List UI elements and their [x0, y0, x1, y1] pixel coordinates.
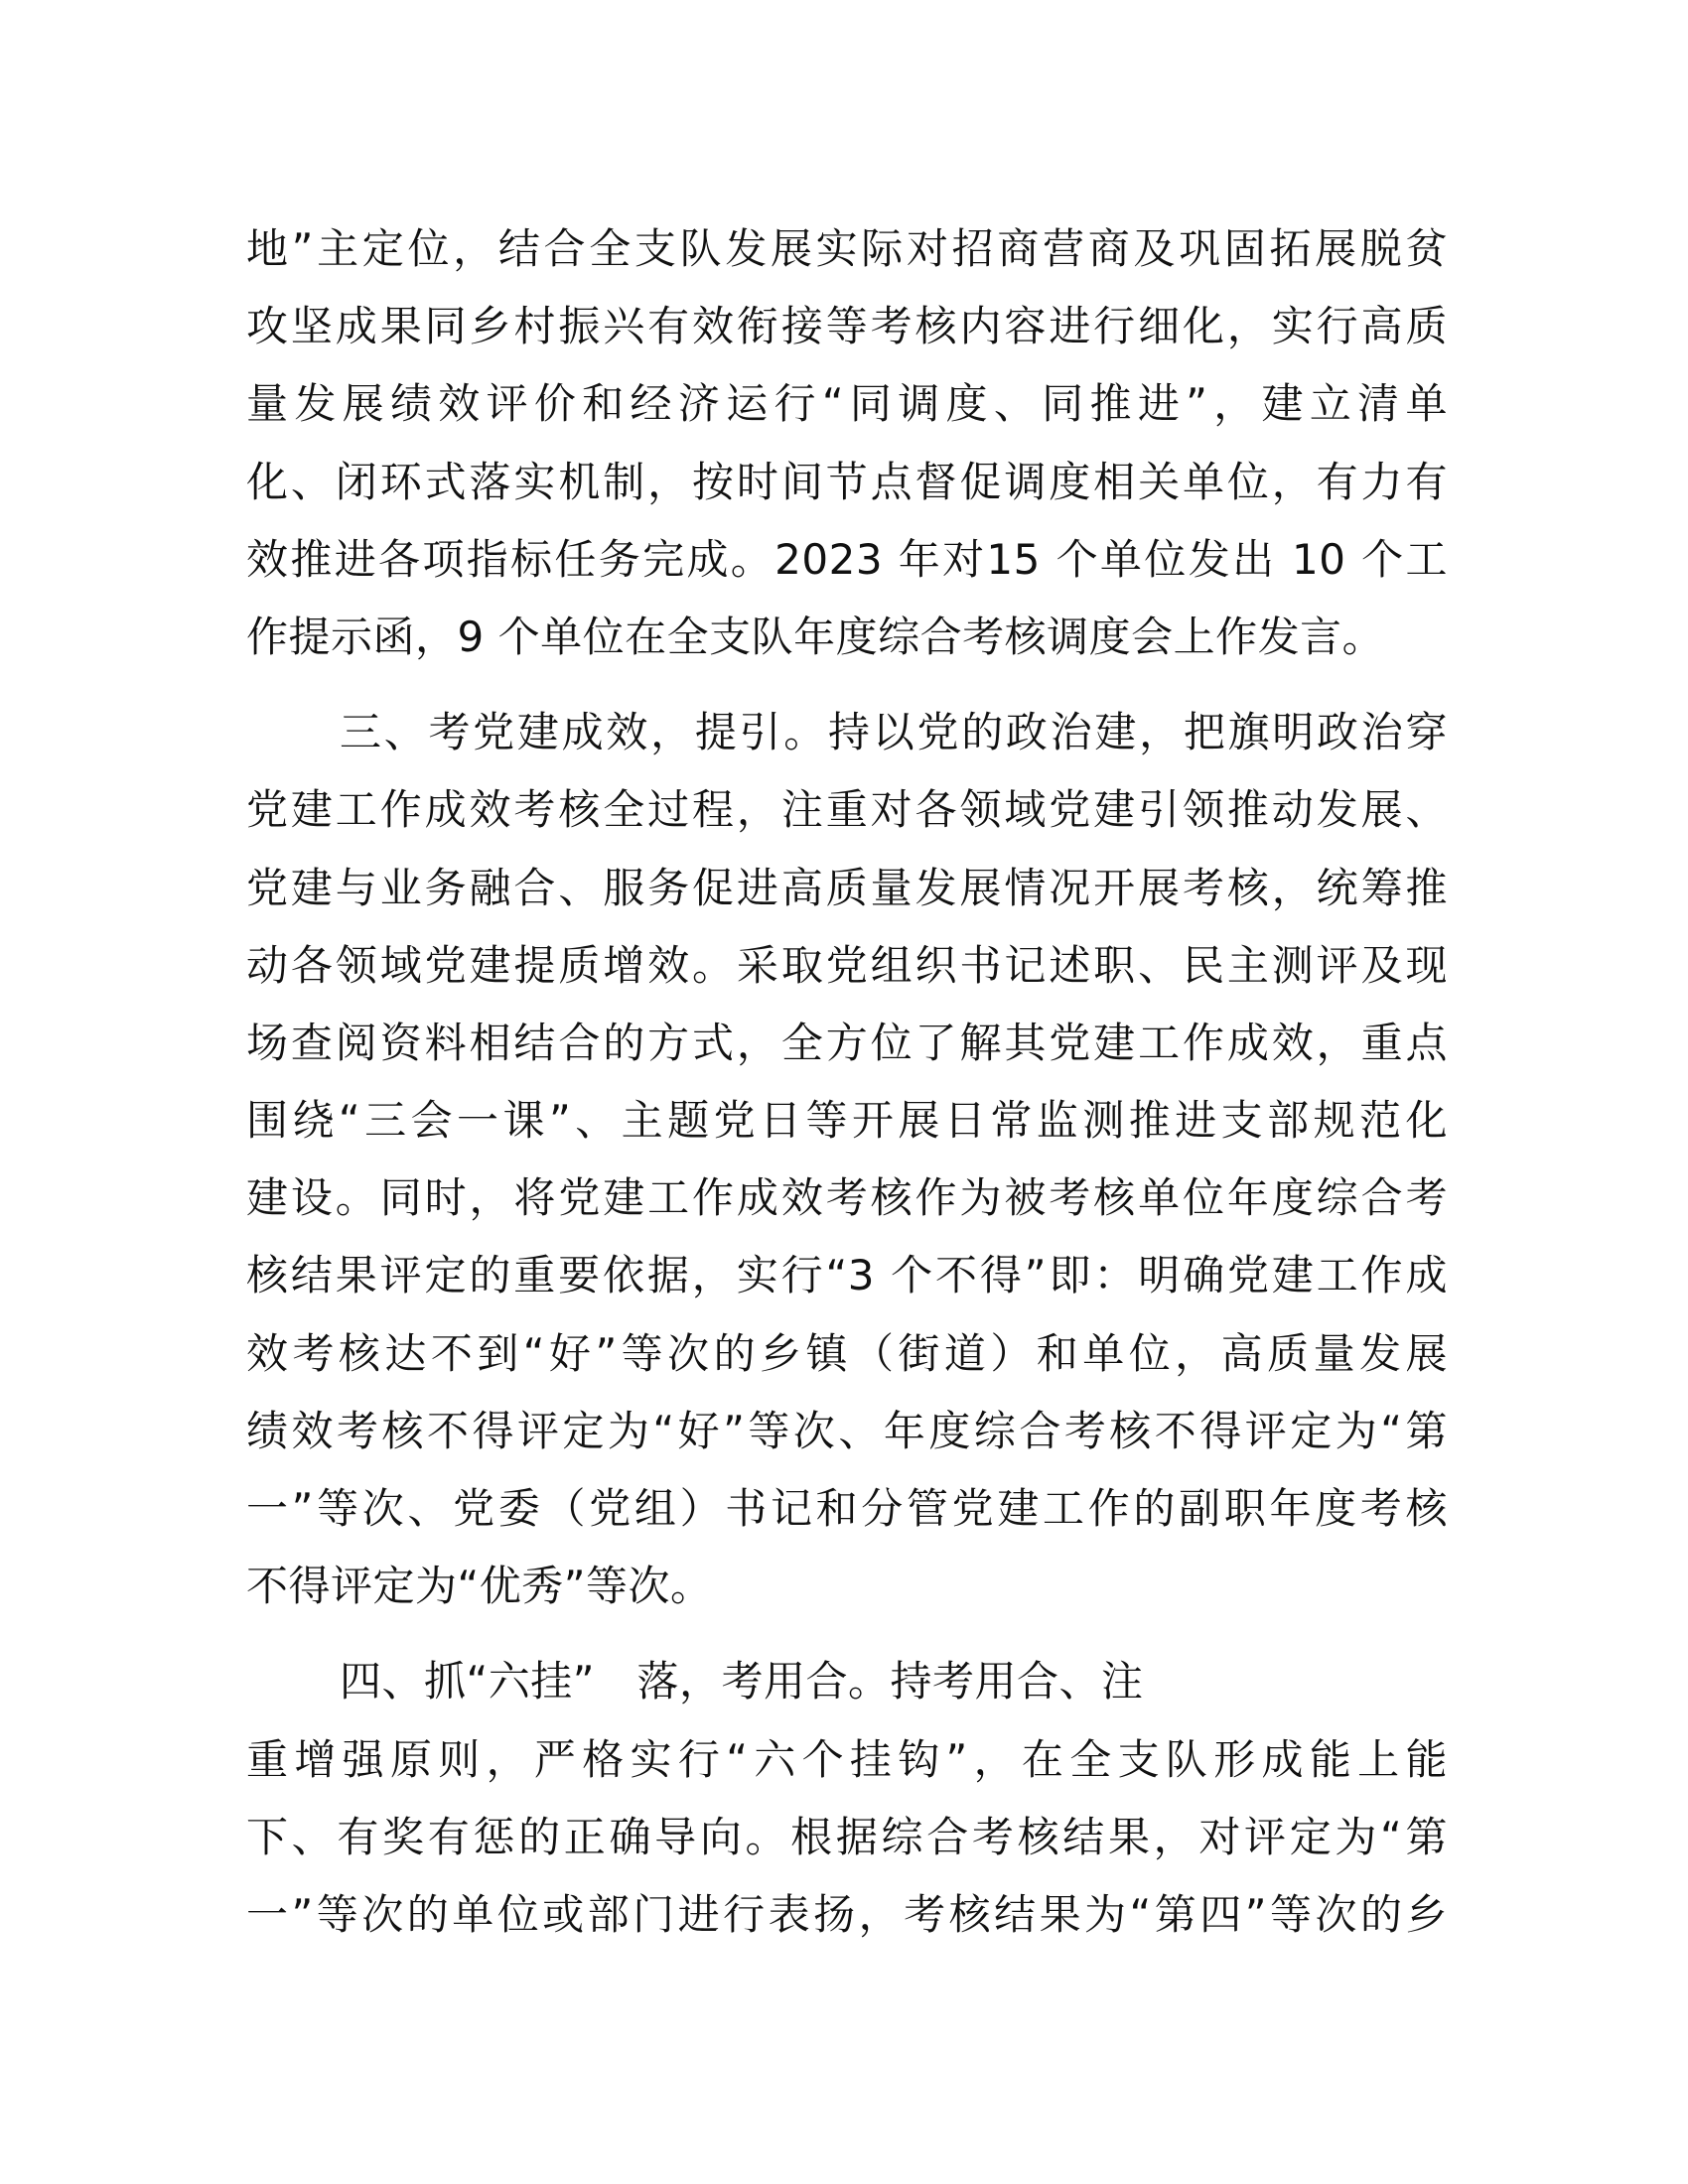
text-line: 下、有奖有惩的正确导向。根据综合考核结果，对评定为“第 — [246, 1812, 1448, 1861]
paragraph-p3 — [246, 694, 1448, 1625]
paragraph-p4 — [246, 1643, 1448, 1954]
text-line: 绩效考核不得评定为“好”等次、年度综合考核不得评定为“第 — [246, 1406, 1448, 1455]
text-line: 作提示函，9 个单位在全支队年度综合考核调度会上作发言。 — [246, 612, 1385, 661]
text-line: 攻坚成果同乡村振兴有效衔接等考核内容进行细化，实行高质 — [246, 302, 1448, 351]
text-line: 党建与业务融合、服务促进高质量发展情况开展考核，统筹推 — [246, 863, 1448, 912]
text-line: 动各领域党建提质增效。采取党组织书记述职、民主测评及现 — [246, 940, 1448, 990]
text-line: 建设。同时，将党建工作成效考核作为被考核单位年度综合考 — [246, 1173, 1448, 1223]
text-line: 重增强原则，严格实行“六个挂钩”，在全支队形成能上能 — [246, 1734, 1448, 1784]
text-line: 量发展绩效评价和经济运行“同调度、同推进”，建立清单 — [246, 379, 1448, 429]
paragraph-p2-tail — [246, 210, 1448, 676]
text-line: 党建工作成效考核全过程，注重对各领域党建引领推动发展、 — [246, 785, 1448, 835]
text-line: 核结果评定的重要依据，实行“3 个不得”即：明确党建工作成 — [246, 1251, 1448, 1300]
section-heading-line: 三、考党建成效，提引。持以党的政治建，把旗明政治穿 — [340, 708, 1448, 757]
body-text — [246, 210, 1448, 1954]
text-line: 围绕“三会一课”、主题党日等开展日常监测推进支部规范化 — [246, 1096, 1448, 1146]
text-line: 效推进各项指标任务完成。2023 年对15 个单位发出 10 个工 — [246, 534, 1448, 584]
text-line: 一”等次的单位或部门进行表扬，考核结果为“第四”等次的乡 — [246, 1889, 1448, 1939]
text-line: 不得评定为“优秀”等次。 — [246, 1562, 713, 1611]
text-line: 化、闭环式落实机制，按时间节点督促调度相关单位，有力有 — [246, 457, 1448, 506]
text-line: 场查阅资料相结合的方式，全方位了解其党建工作成效，重点 — [246, 1018, 1448, 1067]
text-line: 一”等次、党委（党组）书记和分管党建工作的副职年度考核 — [246, 1484, 1448, 1533]
text-line: 地”主定位，结合全支队发展实际对招商营商及巩固拓展脱贫 — [246, 224, 1448, 273]
text-line: 效考核达不到“好”等次的乡镇（街道）和单位，高质量发展 — [246, 1328, 1448, 1378]
section-heading-line: 四、抓“六挂” 落，考用合。持考用合、注 — [340, 1657, 1144, 1706]
